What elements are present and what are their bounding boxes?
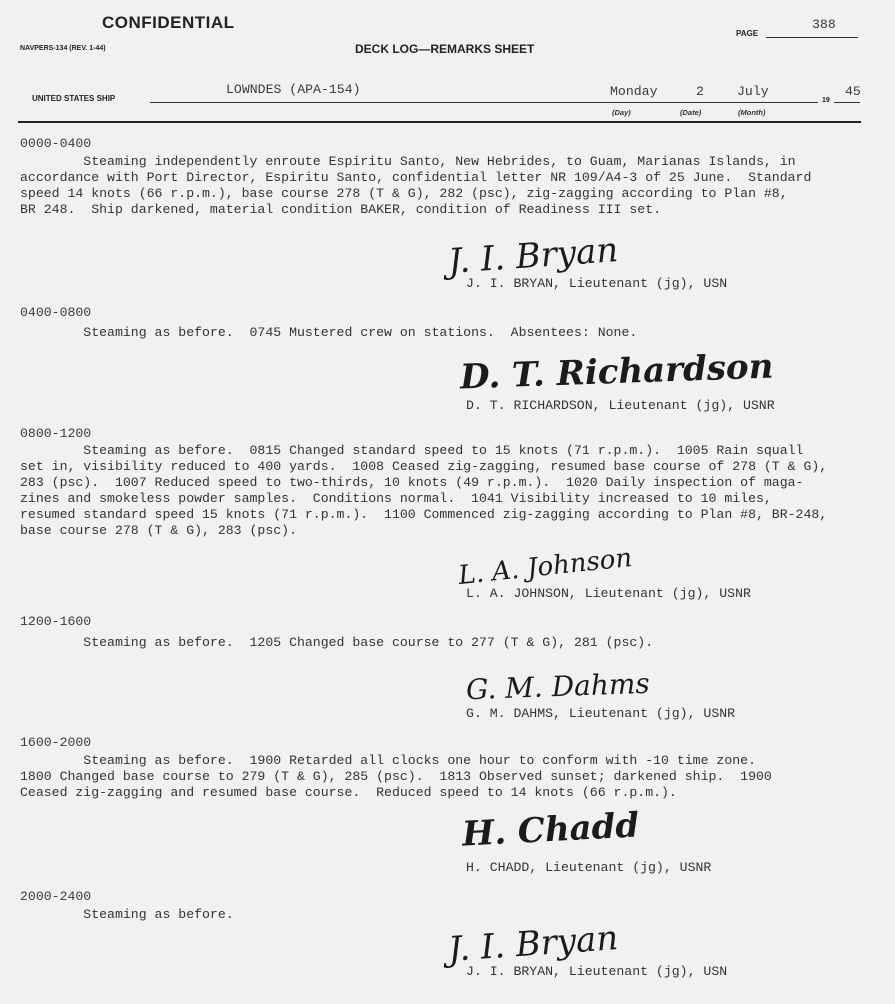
officer-signature: H. Chadd <box>461 805 641 855</box>
officer-signature: D. T. Richardson <box>459 346 774 398</box>
remarks-line: speed 14 knots (66 r.p.m.), base course 278 (T & G), 282 (psc), zig-zagging according to Plan #8, <box>20 186 788 201</box>
watch-time: 1600-2000 <box>20 735 92 750</box>
year-suffix: 45 <box>845 84 861 99</box>
watch-time: 0000-0400 <box>20 136 92 151</box>
watch-time: 0800-1200 <box>20 426 92 441</box>
remarks-line: BR 248. Ship darkened, material condition BAKER, condition of Readiness III set. <box>20 202 662 217</box>
watch-time: 2000-2400 <box>20 889 92 904</box>
remarks-line: Steaming as before. 1900 Retarded all clocks one hour to conform with -10 time zone. <box>20 753 756 768</box>
year-rule <box>834 102 860 103</box>
officer-signature: J. I. Bryan <box>446 230 620 282</box>
officer-signature-line: G. M. DAHMS, Lieutenant (jg), USNR <box>466 706 736 721</box>
remarks-line: 283 (psc). 1007 Reduced speed to two-thirds, 10 knots (49 r.p.m.). 1020 Daily inspection of maga- <box>20 475 804 490</box>
officer-signature: L. A. Johnson <box>456 542 634 592</box>
date-value: 2 <box>696 84 704 99</box>
month-value: July <box>737 84 769 99</box>
page-number-rule <box>766 37 858 38</box>
confidential-title: CONFIDENTIAL <box>102 13 235 32</box>
page-number: 388 <box>812 17 836 32</box>
page-label: PAGE <box>736 29 759 38</box>
officer-signature-line: H. CHADD, Lieutenant (jg), USNR <box>466 860 712 875</box>
year-prefix: 19 <box>822 97 830 104</box>
officer-signature: J. I. Bryan <box>446 918 620 970</box>
remarks-line: Steaming as before. 0745 Mustered crew on stations. Absentees: None. <box>20 325 638 340</box>
remarks-line: set in, visibility reduced to 400 yards. 1008 Ceased zig-zagging, resumed base course of 278 (T & G), <box>20 459 828 474</box>
month-label: (Month) <box>738 108 766 117</box>
officer-signature: G. M. Dahms <box>465 666 651 707</box>
remarks-line: Steaming independently enroute Espiritu Santo, New Hebrides, to Guam, Marianas Islands, in <box>20 154 796 169</box>
day-value: Monday <box>610 84 658 99</box>
ship-rule <box>150 102 818 103</box>
watch-time: 0400-0800 <box>20 305 92 320</box>
ship-name: LOWNDES (APA-154) <box>226 82 361 97</box>
ship-label: UNITED STATES SHIP <box>32 94 116 103</box>
remarks-line: Steaming as before. 0815 Changed standard speed to 15 knots (71 r.p.m.). 1005 Rain squall <box>20 443 804 458</box>
watch-time: 1200-1600 <box>20 614 92 629</box>
remarks-line: accordance with Port Director, Espiritu Santo, confidential letter NR 109/A4-3 of 25 June. Standard <box>20 170 812 185</box>
remarks-line: Steaming as before. 1205 Changed base course to 277 (T & G), 281 (psc). <box>20 635 654 650</box>
header-divider <box>18 121 861 123</box>
remarks-line: base course 278 (T & G), 283 (psc). <box>20 523 297 538</box>
date-label: (Date) <box>680 108 702 117</box>
officer-signature-line: J. I. BRYAN, Lieutenant (jg), USN <box>466 276 728 291</box>
remarks-line: 1800 Changed base course to 279 (T & G), 285 (psc). 1813 Observed sunset; darkened ship. 1900 <box>20 769 772 784</box>
officer-signature-line: L. A. JOHNSON, Lieutenant (jg), USNR <box>466 586 751 601</box>
sheet-title: DECK LOG—REMARKS SHEET <box>355 42 535 56</box>
remarks-line: resumed standard speed 15 knots (71 r.p.m.). 1100 Commenced zig-zagging according to Plan #8, BR-248, <box>20 507 828 522</box>
remarks-line: zines and smokeless powder samples. Conditions normal. 1041 Visibility increased to 10 miles, <box>20 491 772 506</box>
officer-signature-line: J. I. BRYAN, Lieutenant (jg), USN <box>466 964 728 979</box>
officer-signature-line: D. T. RICHARDSON, Lieutenant (jg), USNR <box>466 398 775 413</box>
remarks-line: Steaming as before. <box>20 907 234 922</box>
form-number: NAVPERS-134 (REV. 1-44) <box>20 45 106 52</box>
day-label: (Day) <box>612 108 631 117</box>
remarks-line: Ceased zig-zagging and resumed base course. Reduced speed to 14 knots (66 r.p.m.). <box>20 785 677 800</box>
